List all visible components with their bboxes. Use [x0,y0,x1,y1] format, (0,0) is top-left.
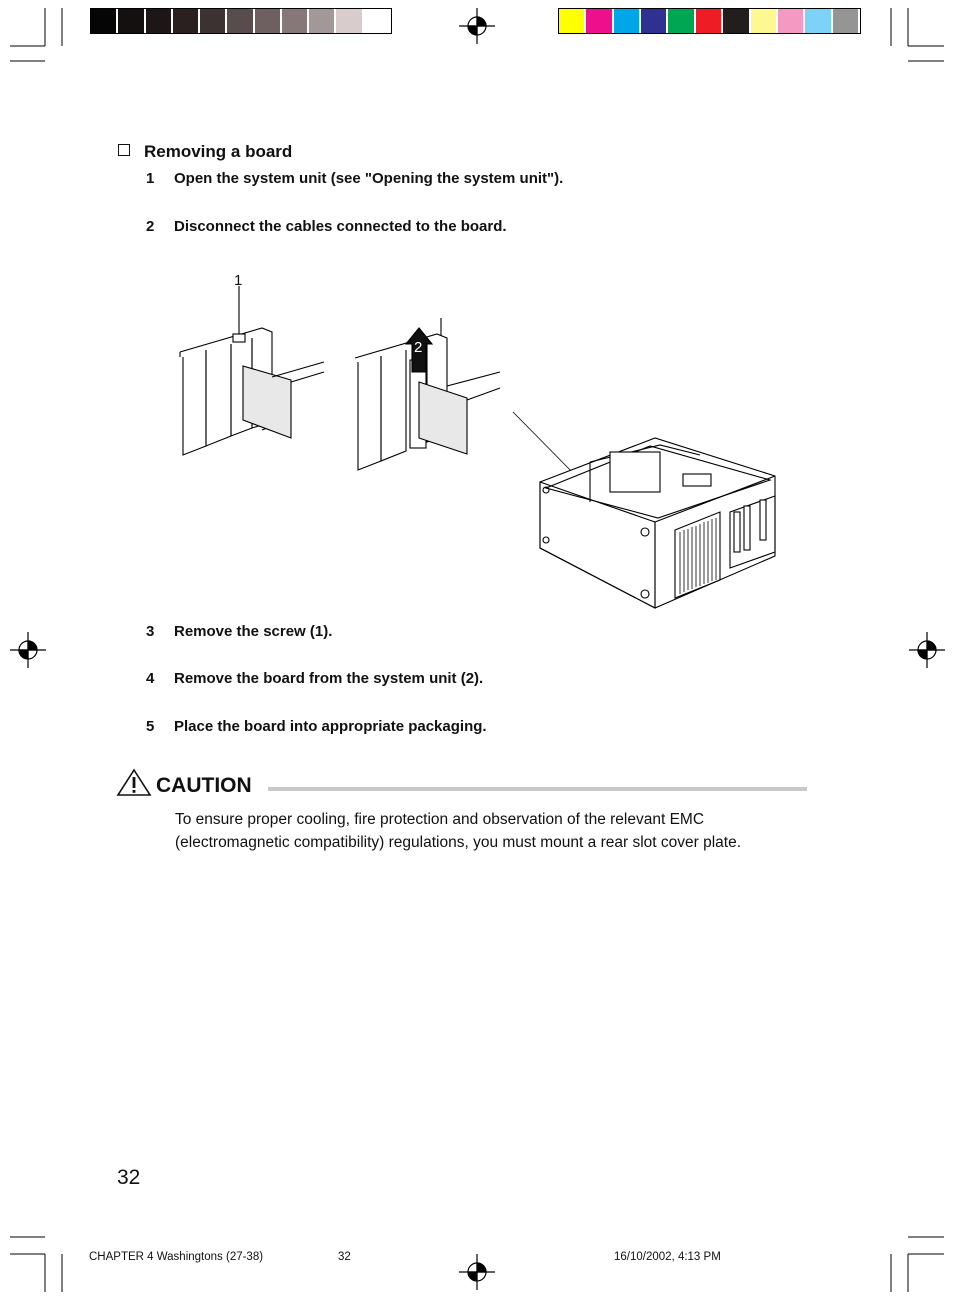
warning-triangle-icon [118,768,152,798]
step-4: 4 Remove the board from the system unit (2). [146,670,484,687]
page-number: 32 [117,1166,141,1189]
step-5: 5 Place the board into appropriate packaging. [146,718,487,735]
callout-screw-number: 1 [234,272,243,289]
slot-brackets-detail-left [180,286,324,455]
caution-body: To ensure proper cooling, fire protection and observation of the relevant EMC (electromagnetic compatibility) regulations, you must mount a rear slot cover plate. [175,811,741,851]
callout-board-number: 2 [414,339,423,356]
section-title: Removing a board [118,142,292,162]
caution-divider [268,787,807,791]
footer-date: 16/10/2002, 4:13 PM [614,1251,721,1263]
step-1: 1 Open the system unit (see "Opening the system unit"). [146,170,564,187]
caution-heading: CAUTION [118,764,252,798]
system-unit-illustration [540,438,775,608]
step-3: 3 Remove the screw (1). [146,623,333,640]
slot-brackets-detail-right [355,318,500,470]
footer-page: 32 [338,1251,351,1263]
footer-chapter: CHAPTER 4 Washingtons (27-38) [89,1251,264,1263]
step-2: 2 Disconnect the cables connected to the board. [146,218,507,235]
